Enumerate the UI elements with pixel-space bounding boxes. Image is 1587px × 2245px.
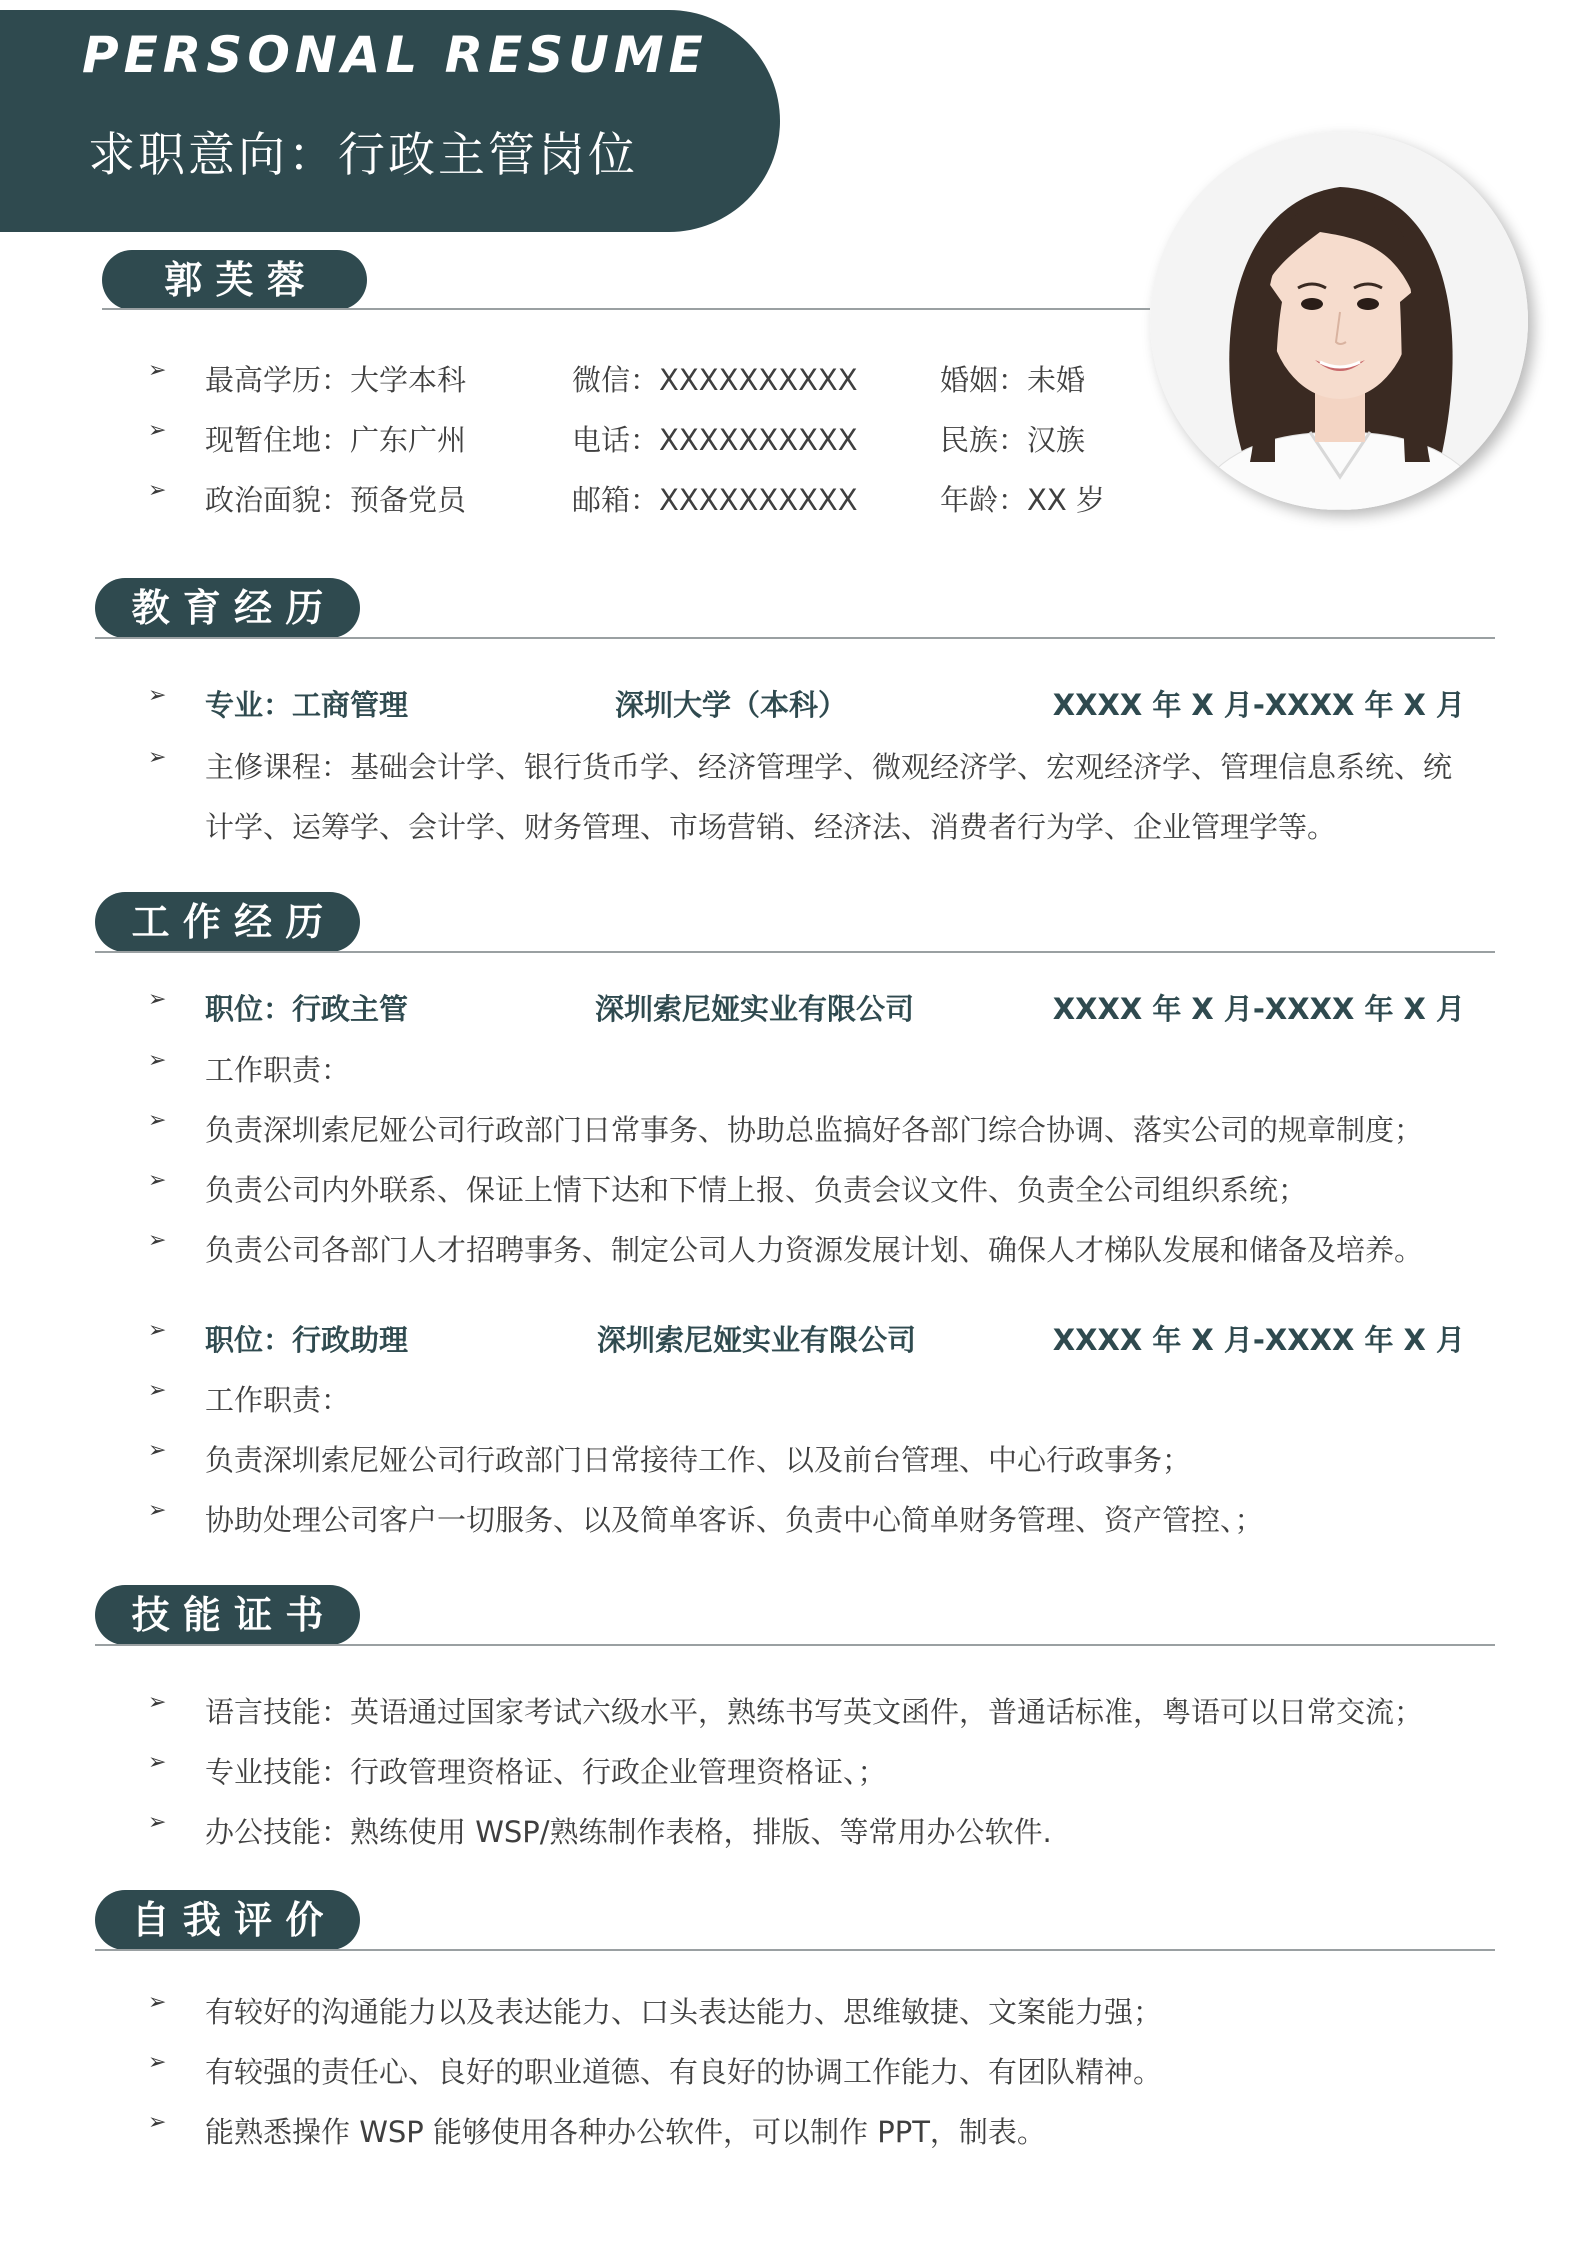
section-divider <box>95 1644 1495 1646</box>
work-company: 深圳索尼娅实业有限公司 <box>595 992 915 1026</box>
bullet-icon: ➢ <box>148 2050 167 2075</box>
self-eval-item: 有较强的责任心、良好的职业道德、有良好的协调工作能力、有团队精神。 <box>205 2055 1163 2089</box>
info-phone: 电话：XXXXXXXXXX <box>572 423 858 457</box>
bullet-icon: ➢ <box>148 1168 167 1193</box>
work-duty: 协助处理公司客户一切服务、以及简单客诉、负责中心简单财务管理、资产管控、； <box>205 1503 1264 1537</box>
bullet-icon: ➢ <box>148 2110 167 2135</box>
skill-item: 专业技能：行政管理资格证、行政企业管理资格证、； <box>205 1755 887 1789</box>
education-major: 专业：工商管理 <box>205 688 409 722</box>
info-marriage: 婚姻：未婚 <box>940 363 1086 397</box>
section-self-header <box>95 1890 360 1950</box>
bullet-icon: ➢ <box>148 358 167 383</box>
bullet-icon: ➢ <box>148 683 167 708</box>
bullet-icon: ➢ <box>148 987 167 1012</box>
work-duty-label: 工作职责： <box>205 1053 351 1087</box>
bullet-icon: ➢ <box>148 1048 167 1073</box>
section-divider <box>95 951 1495 953</box>
skill-item: 语言技能：英语通过国家考试六级水平，熟练书写英文函件，普通话标准，粤语可以日常交流； <box>205 1695 1424 1729</box>
education-courses: 主修课程：基础会计学、银行货币学、经济管理学、微观经济学、宏观经济学、管理信息系统、统 <box>205 750 1453 784</box>
work-duty: 负责公司内外联系、保证上情下达和下情上报、负责会议文件、负责全公司组织系统； <box>205 1173 1308 1207</box>
bullet-icon: ➢ <box>148 1318 167 1343</box>
job-objective: 求职意向：行政主管岗位 <box>88 128 638 183</box>
info-education: 最高学历：大学本科 <box>205 363 467 397</box>
work-company: 深圳索尼娅实业有限公司 <box>597 1323 917 1357</box>
section-divider <box>95 637 1495 639</box>
work-duty: 负责公司各部门人才招聘事务、制定公司人力资源发展计划、确保人才梯队发展和储备及培养。 <box>205 1233 1424 1267</box>
info-email: 邮箱：XXXXXXXXXX <box>572 483 858 517</box>
skill-item: 办公技能：熟练使用 WSP/熟练制作表格，排版、等常用办公软件. <box>205 1815 1052 1849</box>
info-residence: 现暂住地：广东广州 <box>205 423 467 457</box>
section-education-title: 教 育 经 历 <box>131 586 324 630</box>
bullet-icon: ➢ <box>148 1498 167 1523</box>
bullet-icon: ➢ <box>148 1810 167 1835</box>
bullet-icon: ➢ <box>148 1438 167 1463</box>
work-period: XXXX 年 X 月-XXXX 年 X 月 <box>1052 992 1465 1026</box>
name-divider <box>102 308 1150 310</box>
bullet-icon: ➢ <box>148 745 167 770</box>
bullet-icon: ➢ <box>148 1990 167 2015</box>
section-divider <box>95 1949 1495 1951</box>
work-position: 职位：行政主管 <box>205 992 409 1026</box>
bullet-icon: ➢ <box>148 1228 167 1253</box>
education-period: XXXX 年 X 月-XXXX 年 X 月 <box>1052 688 1465 722</box>
bullet-icon: ➢ <box>148 1378 167 1403</box>
work-duty: 负责深圳索尼娅公司行政部门日常接待工作、以及前台管理、中心行政事务； <box>205 1443 1192 1477</box>
bullet-icon: ➢ <box>148 418 167 443</box>
section-skills-title: 技 能 证 书 <box>131 1593 324 1637</box>
resume-title: PERSONAL RESUME <box>82 26 708 84</box>
section-self-title: 自 我 评 价 <box>131 1898 324 1942</box>
bullet-icon: ➢ <box>148 478 167 503</box>
info-political: 政治面貌：预备党员 <box>205 483 467 517</box>
section-work-title: 工 作 经 历 <box>131 900 324 944</box>
section-skills-header <box>95 1585 360 1645</box>
section-education-header <box>95 578 360 638</box>
info-ethnicity: 民族：汉族 <box>940 423 1086 457</box>
candidate-name: 郭 芙 蓉 <box>164 258 305 302</box>
bullet-icon: ➢ <box>148 1750 167 1775</box>
education-courses-cont: 计学、运筹学、会计学、财务管理、市场营销、经济法、消费者行为学、企业管理学等。 <box>205 810 1337 844</box>
work-period: XXXX 年 X 月-XXXX 年 X 月 <box>1052 1323 1465 1357</box>
work-duty-label: 工作职责： <box>205 1383 351 1417</box>
education-school: 深圳大学（本科） <box>615 688 848 722</box>
name-badge <box>102 250 367 310</box>
self-eval-item: 有较好的沟通能力以及表达能力、口头表达能力、思维敏捷、文案能力强； <box>205 1995 1163 2029</box>
info-age: 年龄：XX 岁 <box>940 483 1105 517</box>
work-position: 职位：行政助理 <box>205 1323 409 1357</box>
bullet-icon: ➢ <box>148 1108 167 1133</box>
self-eval-item: 能熟悉操作 WSP 能够使用各种办公软件，可以制作 PPT，制表。 <box>205 2115 1046 2149</box>
bullet-icon: ➢ <box>148 1690 167 1715</box>
work-duty: 负责深圳索尼娅公司行政部门日常事务、协助总监搞好各部门综合协调、落实公司的规章制度； <box>205 1113 1424 1147</box>
info-wechat: 微信：XXXXXXXXXX <box>572 363 858 397</box>
section-work-header <box>95 892 360 952</box>
profile-photo <box>1150 132 1528 510</box>
